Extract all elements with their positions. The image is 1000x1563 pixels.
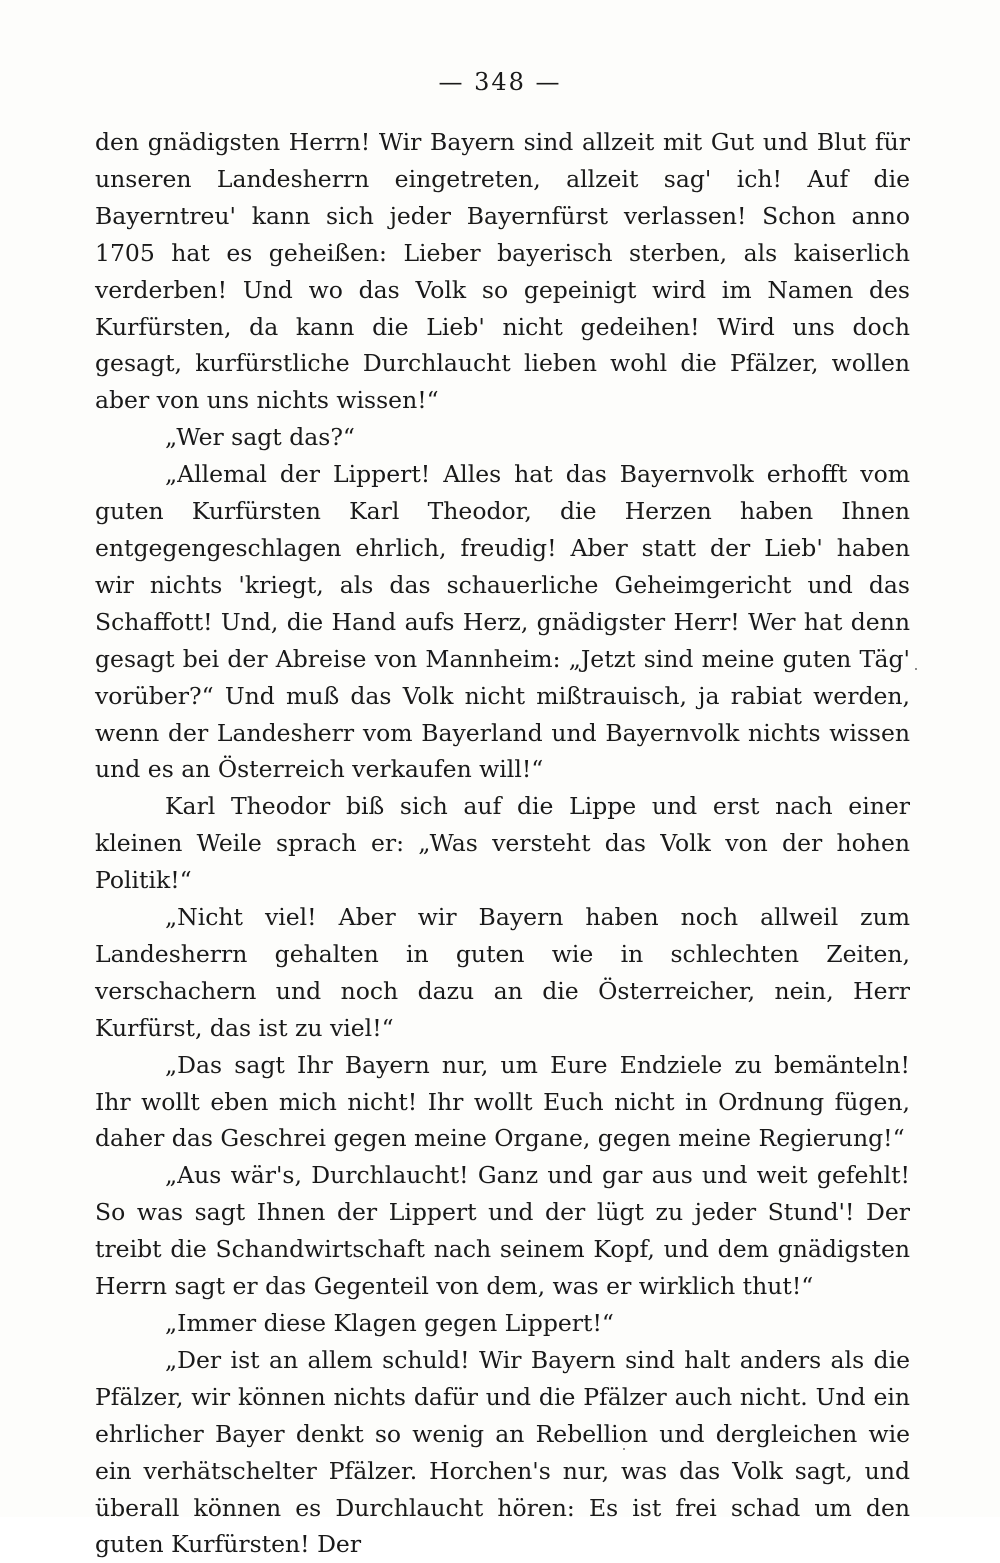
paragraph: „Allemal der Lippert! Alles hat das Bayernvolk erhofft vom guten Kurfürsten Karl Theodor, die Herzen haben Ihnen entgegengeschlagen ehrlich, freudig! Aber statt der Lieb' haben wir nichts 'kriegt, als das schauerliche Geheimgericht und das Schaffott! Und, die Hand aufs Herz, gnädigster Herr! Wer hat denn gesagt bei der Abreise von Mannheim: „Jetzt sind meine guten Täg' vorüber?“ Und muß das Volk nicht mißtrauisch, ja rabiat werden, wenn der Landesherr vom Bayerland und Bayernvolk nichts wissen und es an Österreich verkaufen will!“ (95, 460, 910, 784)
body-text (95, 124, 910, 1563)
page-number: — 348 — (438, 68, 562, 96)
paragraph: „Aus wär's, Durchlaucht! Ganz und gar aus und weit gefehlt! So was sagt Ihnen der Lippert und der lügt zu jeder Stund'! Der treibt die Schandwirtschaft nach seinem Kopf, und dem gnädigsten Herrn sagt er das Gegenteil von dem, was er wirklich thut!“ (95, 1161, 910, 1301)
paragraph: den gnädigsten Herrn! Wir Bayern sind allzeit mit Gut und Blut für unseren Landesherrn eingetreten, allzeit sag' ich! Auf die Bayerntreu' kann sich jeder Bayernfürst verlassen! Schon anno 1705 hat es geheißen: Lieber bayerisch sterben, als kaiserlich verderben! Und wo das Volk so gepeinigt wird im Namen des Kurfürsten, da kann die Lieb' nicht gedeihen! Wird uns doch gesagt, kurfürstliche Durchlaucht lieben wohl die Pfälzer, wollen aber von uns nichts wissen!“ (95, 128, 910, 415)
paragraph: Karl Theodor biß sich auf die Lippe und erst nach einer kleinen Weile sprach er: „Was versteht das Volk von der hohen Politik!“ (95, 792, 910, 895)
paragraph: „Wer sagt das?“ (165, 423, 355, 452)
paragraph: „Der ist an allem schuld! Wir Bayern sind halt anders als die Pfälzer, wir können nichts dafür und die Pfälzer auch nicht. Und ein ehrlicher Bayer denkt so wenig an Rebellion und dergleichen wie ein verhätschelter Pfälzer. Horchen's nur, was das Volk sagt, und überall können es Durchlaucht hören: Es ist frei schad um den guten Kurfürsten! Der (95, 1345, 910, 1559)
paragraph: „Nicht viel! Aber wir Bayern haben noch allweil zum Landesherrn gehalten in guten wie in schlechten Zeiten, verschachern und noch dazu an die Österreicher, nein, Herr Kurfürst, das ist zu viel!“ (95, 903, 910, 1042)
paragraph: „Das sagt Ihr Bayern nur, um Eure Endziele zu bemänteln! Ihr wollt eben mich nicht! Ihr wollt Euch nicht in Ordnung fügen, daher das Geschrei gegen meine Organe, gegen meine Regierung!“ (95, 1050, 910, 1153)
paragraph: „Immer diese Klagen gegen Lippert!“ (165, 1309, 614, 1337)
print-speck (915, 668, 917, 670)
print-speck (623, 1448, 625, 1450)
